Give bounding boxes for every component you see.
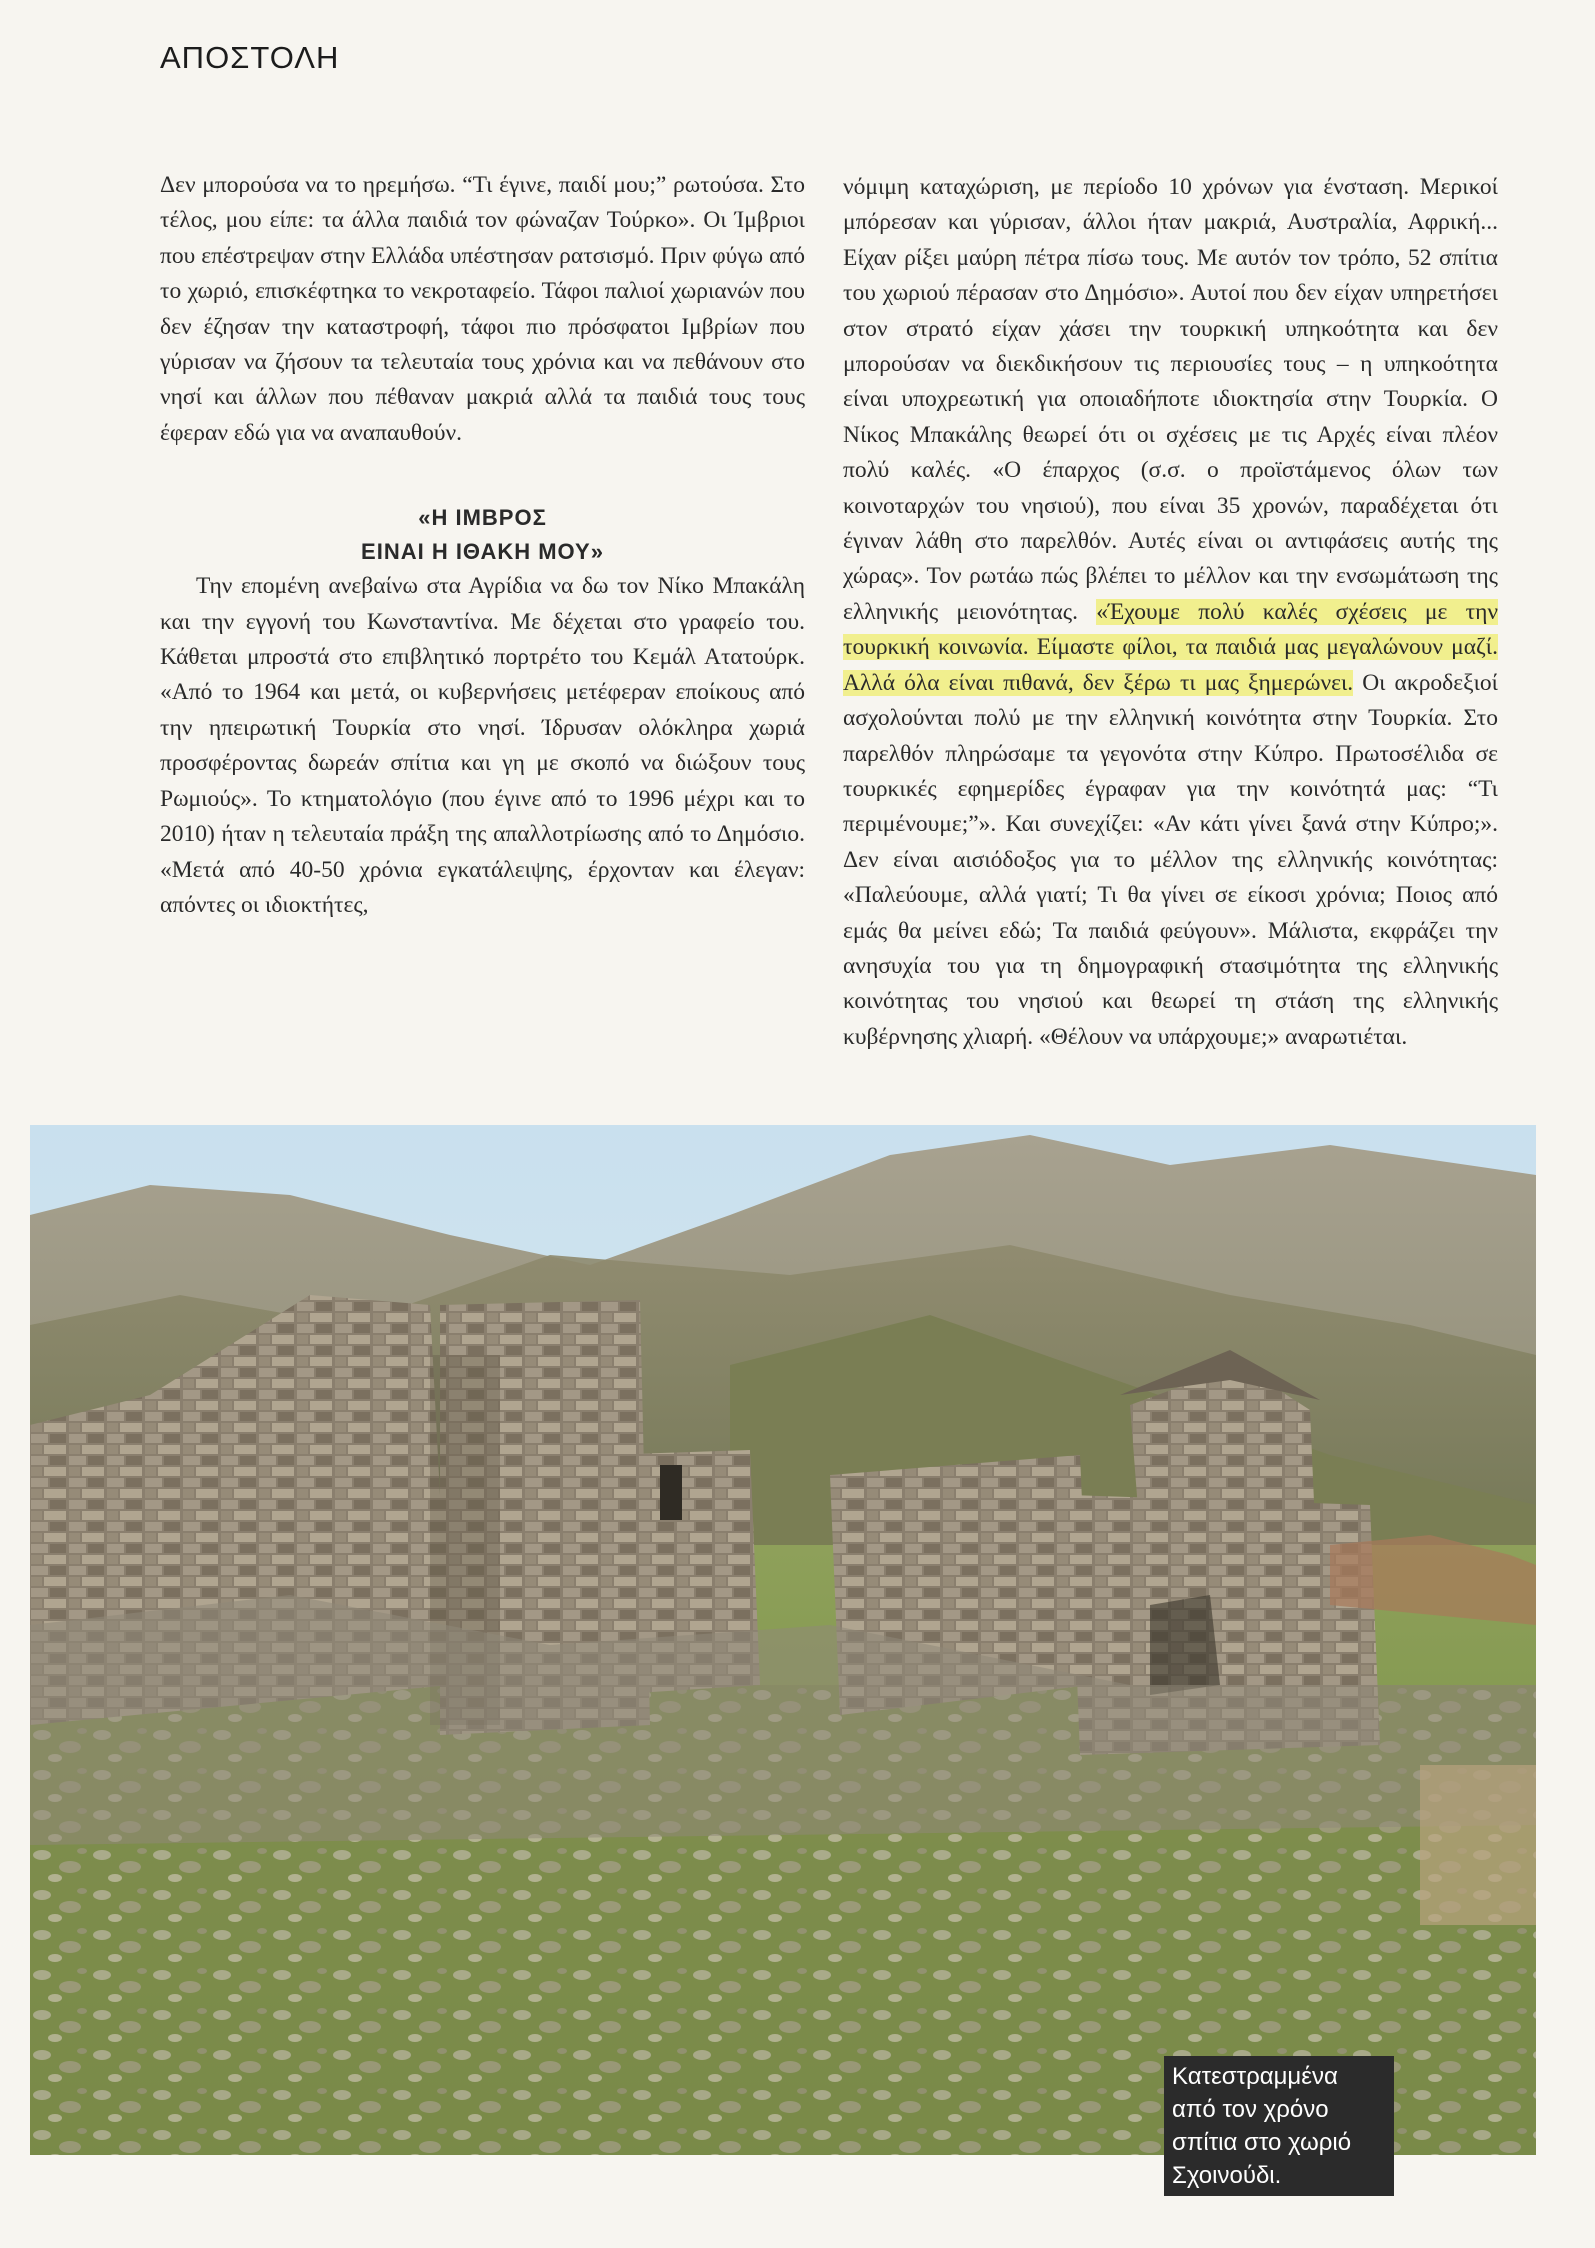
ruins-landscape-image	[30, 1125, 1536, 2155]
right-text-after-quote: Οι ακροδεξιοί ασχολούνται πολύ με την ελληνική κοινότητα στην Τουρκία. Στο παρελθόν πληρώσαμε τα γεγονότα στην Κύπρο. Πρωτοσέλιδα σε τουρκικές εφημερίδες έγραφαν για την κοινότητά μας: “Τι περιμένουμε;”». Και συνεχίζει: «Αν κάτι γίνει ξανά στην Κύπρο;». Δεν είναι αισιόδοξος για το μέλλον της ελληνικής κοινότητας: «Παλεύουμε, αλλά γιατί; Τι θα γίνει σε είκοσι χρόνια; Ποιος από εμάς θα μείνει εδώ; Τα παιδιά φεύγουν». Μάλιστα, εκφράζει την ανησυχία του για τη δημογραφική στασιμότητα της ελληνικής κοινότητας του νησιού και θεωρεί τη στάση της ελληνικής κυβέρνησης χλιαρή. «Θέλουν να υπάρχουμε;» αναρωτιέται.	[843, 669, 1498, 1050]
right-text-before-quote: νόμιμη καταχώριση, με περίοδο 10 χρόνων για ένσταση. Μερικοί μπόρεσαν και γύρισαν, άλλοι ήταν μακριά, Αυστραλία, Αφρική... Είχαν ρίξει μαύρη πέτρα πίσω τους. Με αυτόν τον τρόπο, 52 σπίτια του χωριού πέρασαν στο Δημόσιο». Αυτοί που δεν είχαν υπηρετήσει στον στρατό είχαν χάσει την τουρκική υπηκοότητα και δεν μπορούσαν να διεκδικήσουν τις περιουσίες τους – η υπηκοότητα είναι υποχρεωτική για οποιαδήποτε ιδιοκτησία στην Τουρκία. Ο Νίκος Μπακάλης θεωρεί ότι οι σχέσεις με τις Αρχές είναι πλέον πολύ καλές. «Ο έπαρχος (σ.σ. ο προϊστάμενος όλων των κοινοταρχών του νησιού), που είναι 35 χρονών, παραδέχεται ότι έγιναν λάθη στο παρελθόν. Αυτές είναι οι αντιφάσεις αυτής της χώρας». Τον ρωτάω πώς βλέπει το μέλλον και την ενσωμάτωση της ελληνικής μειονότητας.	[843, 174, 1498, 625]
subheading	[160, 501, 805, 569]
section-label: ΑΠΟΣΤΟΛΗ	[160, 40, 340, 75]
right-column	[843, 170, 1498, 1055]
left-column	[160, 168, 805, 923]
village-ruins-photo	[30, 1125, 1536, 2155]
caption-line-4: Σχοινούδι.	[1172, 2162, 1282, 2189]
subheading-line-1: «Η ΙΜΒΡΟΣ	[418, 505, 547, 531]
caption-line-1: Κατεστραμμένα	[1172, 2063, 1338, 2090]
subheading-line-2: ΕΙΝΑΙ Η ΙΘΑΚΗ ΜΟΥ»	[361, 539, 604, 565]
caption-line-3: σπίτια στο χωριό	[1172, 2129, 1352, 2156]
right-paragraph	[843, 170, 1498, 1055]
caption-line-2: από τον χρόνο	[1172, 2096, 1329, 2123]
photo-caption	[1164, 2056, 1394, 2196]
left-paragraph-1: Δεν μπορούσα να το ηρεμήσω. “Τι έγινε, παιδί μου;” ρωτούσα. Στο τέλος, μου είπε: τα άλλα παιδιά τον φώναζαν Τούρκο». Οι Ίμβριοι που επέστρεψαν στην Ελλάδα υπέστησαν ρατσισμό. Πριν φύγω από το χωριό, επισκέφτηκα το νεκροταφείο. Τάφοι παλιοί χωριανών που δεν έζησαν την καταστροφή, τάφοι πιο πρόσφατοι Ιμβρίων που γύρισαν να ζήσουν τα τελευταία τους χρόνια και να πεθάνουν στο νησί και άλλων που πέθαναν μακριά αλλά τα παιδιά τους τους έφεραν εδώ για να αναπαυθούν.	[160, 172, 805, 446]
left-paragraph-2: Την επομένη ανεβαίνω στα Αγρίδια να δω τον Νίκο Μπακάλη και την εγγονή του Κωνσταντίνα. Με δέχεται στο γραφείο του. Κάθεται μπροστά στο επιβλητικό πορτρέτο του Κεμάλ Ατατούρκ. «Από το 1964 και μετά, οι κυβερνήσεις μετέφεραν εποίκους από την ηπειρωτική Τουρκία στο νησί. Ίδρυσαν ολόκληρα χωριά προσφέροντας δωρεάν σπίτια και γη με σκοπό να διώξουν τους Ρωμιούς». Το κτηματολόγιο (που έγινε από το 1996 μέχρι και το 2010) ήταν η τελευταία πράξη της απαλλοτρίωσης από το Δημόσιο. «Μετά από 40-50 χρόνια εγκατάλειψης, έρχονταν και έλεγαν: απόντες οι ιδιοκτήτες,	[160, 573, 805, 918]
highlighted-quote: «Έχουμε πολύ καλές σχέσεις με την τουρκική κοινωνία. Είμαστε φίλοι, τα παιδιά μας μεγαλώνουν μαζί. Αλλά όλα είναι πιθανά, δεν ξέρω τι μας ξημερώνει.	[843, 598, 1498, 696]
